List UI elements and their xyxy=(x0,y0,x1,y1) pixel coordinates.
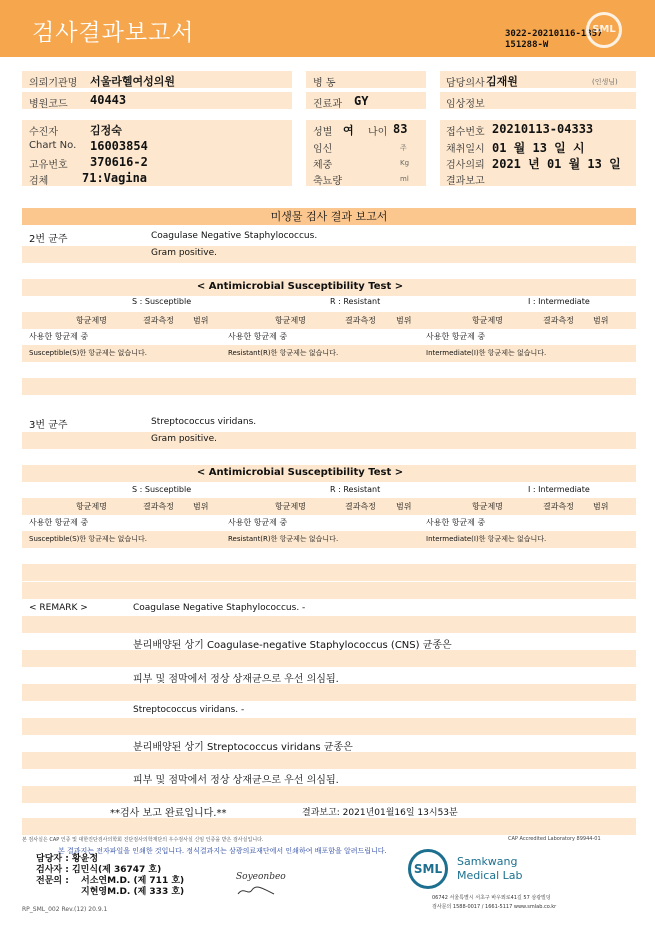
remark-line: Streptococcus viridans. - xyxy=(133,705,245,715)
col-drug: 항균제명 xyxy=(275,502,306,511)
id-value: 370616-2 xyxy=(90,155,148,169)
section-title: 미생물 검사 결과 보고서 xyxy=(22,208,636,225)
specimen-label: 검체 xyxy=(29,176,49,187)
patient-label: 수진자 xyxy=(29,127,58,138)
report-time: 결과보고: 2021년01월16일 13시53분 xyxy=(302,808,458,818)
ward-label: 병 동 xyxy=(313,78,336,89)
chart-value: 16003854 xyxy=(90,139,148,153)
col-result: 결과측정 xyxy=(345,316,376,325)
resistant-message: Resistant(R)한 항균제는 없습니다. xyxy=(228,349,339,357)
sex-value: 여 xyxy=(343,124,354,137)
specimen-value: 71:Vagina xyxy=(82,171,148,185)
age-label: 나이 xyxy=(368,127,388,138)
gram-stain: Gram positive. xyxy=(151,248,217,258)
request-label: 검사의뢰 xyxy=(446,160,485,171)
col-range: 범위 xyxy=(193,502,209,511)
lab-address: 06742 서울특별시 서초구 바우뫼로41길 57 삼광빌딩 xyxy=(432,895,551,901)
remark-line: 피부 및 점막에서 정상 상재균으로 우선 의심됨. xyxy=(133,775,339,786)
institution-value: 서울라헬여성의원 xyxy=(90,75,176,88)
sex-label: 성별 xyxy=(313,127,333,138)
col-result: 결과측정 xyxy=(143,316,174,325)
col-result: 결과측정 xyxy=(345,502,376,511)
certification-note: 본 검사실은 CAP 인증 및 대한진단검사의학회 진단검사의학재단의 우수검사실 신임 인증을 받은 검사실입니다. xyxy=(22,837,264,843)
gram-stain: Gram positive. xyxy=(151,434,217,444)
institution-label: 의뢰기관명 xyxy=(29,78,78,89)
sml-watermark-icon: SML xyxy=(586,12,622,48)
sml-logo-icon: SML xyxy=(408,849,448,889)
used-drugs: 사용한 항균제 중 xyxy=(228,518,288,527)
report-number: 3022-20210116-1357 151288-W xyxy=(505,29,603,50)
intermediate-legend: I : Intermediate xyxy=(528,297,590,306)
form-code: RP_SML_002 Rev.(12) 20.9.1 xyxy=(22,906,108,913)
pregnancy-unit: 주 xyxy=(400,144,407,152)
resistant-legend: R : Resistant xyxy=(330,485,381,494)
col-range: 범위 xyxy=(396,316,412,325)
doctor-value: 김재원 xyxy=(486,75,518,88)
clinical-label: 임상정보 xyxy=(446,99,485,110)
lab-name: Samkwang Medical Lab xyxy=(457,855,523,882)
remark-line: Coagulase Negative Staphylococcus. - xyxy=(133,603,306,613)
col-range: 범위 xyxy=(593,316,609,325)
doctor-sign: (인생님) xyxy=(592,78,618,86)
remark-line: 피부 및 점막에서 정상 상재균으로 우선 의심됨. xyxy=(133,674,339,685)
remark-line: 분리배양된 상기 Coagulase-negative Staphylococcus (CNS) 균종은 xyxy=(133,640,452,651)
remark-label: < REMARK > xyxy=(29,603,88,613)
used-drugs: 사용한 항균제 중 xyxy=(29,332,89,341)
col-drug: 항균제명 xyxy=(472,502,503,511)
hospital-code-value: 40443 xyxy=(90,93,127,107)
susceptible-legend: S : Susceptible xyxy=(132,297,192,306)
used-drugs: 사용한 항균제 중 xyxy=(426,332,486,341)
report-header xyxy=(0,0,655,57)
doctor-signature: Soyeonbeo xyxy=(236,872,286,882)
lab-phone: 검사문의 1588-0017 / 1661-5117 www.smlab.co.kr xyxy=(432,904,557,910)
resistant-legend: R : Resistant xyxy=(330,297,381,306)
intermediate-message: Intermediate(I)한 항균제는 없습니다. xyxy=(426,535,547,543)
isolate-label: 2번 균주 xyxy=(29,234,68,245)
col-drug: 항균제명 xyxy=(76,502,107,511)
cap-note: CAP Accredited Laboratory 89944-01 xyxy=(508,836,601,842)
col-range: 범위 xyxy=(593,502,609,511)
dept-label: 진료과 xyxy=(313,99,342,110)
resistant-message: Resistant(R)한 항균제는 없습니다. xyxy=(228,535,339,543)
urine-unit: ml xyxy=(400,175,409,183)
receipt-value: 20210113-04333 xyxy=(492,122,594,136)
hospital-code-label: 병원코드 xyxy=(29,99,68,110)
disclaimer: 본 결과지는 전자파일을 인쇄한 것입니다. 정식결과지는 삼광의료재단에서 인쇄하여 배포함을 알려드립니다. xyxy=(58,847,387,855)
manager: 담당자 : 황윤정 xyxy=(36,854,99,864)
susceptible-message: Susceptible(S)한 항균제는 없습니다. xyxy=(29,349,147,357)
receipt-label: 접수번호 xyxy=(446,127,485,138)
specialist-2: 지현영M.D. (제 333 호) xyxy=(81,887,185,897)
pregnancy-label: 임신 xyxy=(313,144,333,155)
col-range: 범위 xyxy=(193,316,209,325)
used-drugs: 사용한 항균제 중 xyxy=(426,518,486,527)
susceptible-legend: S : Susceptible xyxy=(132,485,192,494)
col-drug: 항균제명 xyxy=(76,316,107,325)
specialist-1: 서소연M.D. (제 711 호) xyxy=(81,876,185,886)
report-label: 결과보고 xyxy=(446,176,485,187)
col-drug: 항균제명 xyxy=(275,316,306,325)
examiner: 검사자 : 김민식(제 36747 호) xyxy=(36,865,162,875)
organism-name: Streptococcus viridans. xyxy=(151,417,257,427)
ast-title: < Antimicrobial Susceptibility Test > xyxy=(196,467,404,478)
intermediate-legend: I : Intermediate xyxy=(528,485,590,494)
chart-label: Chart No. xyxy=(29,140,77,151)
isolate-label: 3번 균주 xyxy=(29,420,68,431)
col-drug: 항균제명 xyxy=(472,316,503,325)
remark-line: 분리배양된 상기 Streptococcus viridans 균종은 xyxy=(133,742,353,753)
col-result: 결과측정 xyxy=(543,502,574,511)
used-drugs: 사용한 항균제 중 xyxy=(29,518,89,527)
report-complete: **검사 보고 완료입니다.** xyxy=(110,808,227,819)
used-drugs: 사용한 항균제 중 xyxy=(228,332,288,341)
dept-value: GY xyxy=(354,94,369,108)
report-title: 검사결과보고서 xyxy=(32,20,195,46)
col-result: 결과측정 xyxy=(543,316,574,325)
collect-value: 01 월 13 일 시 xyxy=(492,141,585,155)
collect-label: 채취일시 xyxy=(446,144,485,155)
patient-value: 김정숙 xyxy=(90,124,122,137)
organism-name: Coagulase Negative Staphylococcus. xyxy=(151,231,318,241)
intermediate-message: Intermediate(I)한 항균제는 없습니다. xyxy=(426,349,547,357)
doctor-label: 담당의사 xyxy=(446,78,485,89)
urine-label: 축뇨량 xyxy=(313,176,342,187)
age-value: 83 xyxy=(393,122,408,136)
specialist-label: 전문의 : xyxy=(36,876,69,886)
request-value: 2021 년 01 월 13 일 xyxy=(492,157,621,171)
id-label: 고유번호 xyxy=(29,160,68,171)
signature-scribble-icon xyxy=(236,884,276,898)
ast-title: < Antimicrobial Susceptibility Test > xyxy=(196,281,404,292)
col-result: 결과측정 xyxy=(143,502,174,511)
weight-unit: Kg xyxy=(400,159,410,167)
col-range: 범위 xyxy=(396,502,412,511)
susceptible-message: Susceptible(S)한 항균제는 없습니다. xyxy=(29,535,147,543)
weight-label: 체중 xyxy=(313,160,333,171)
